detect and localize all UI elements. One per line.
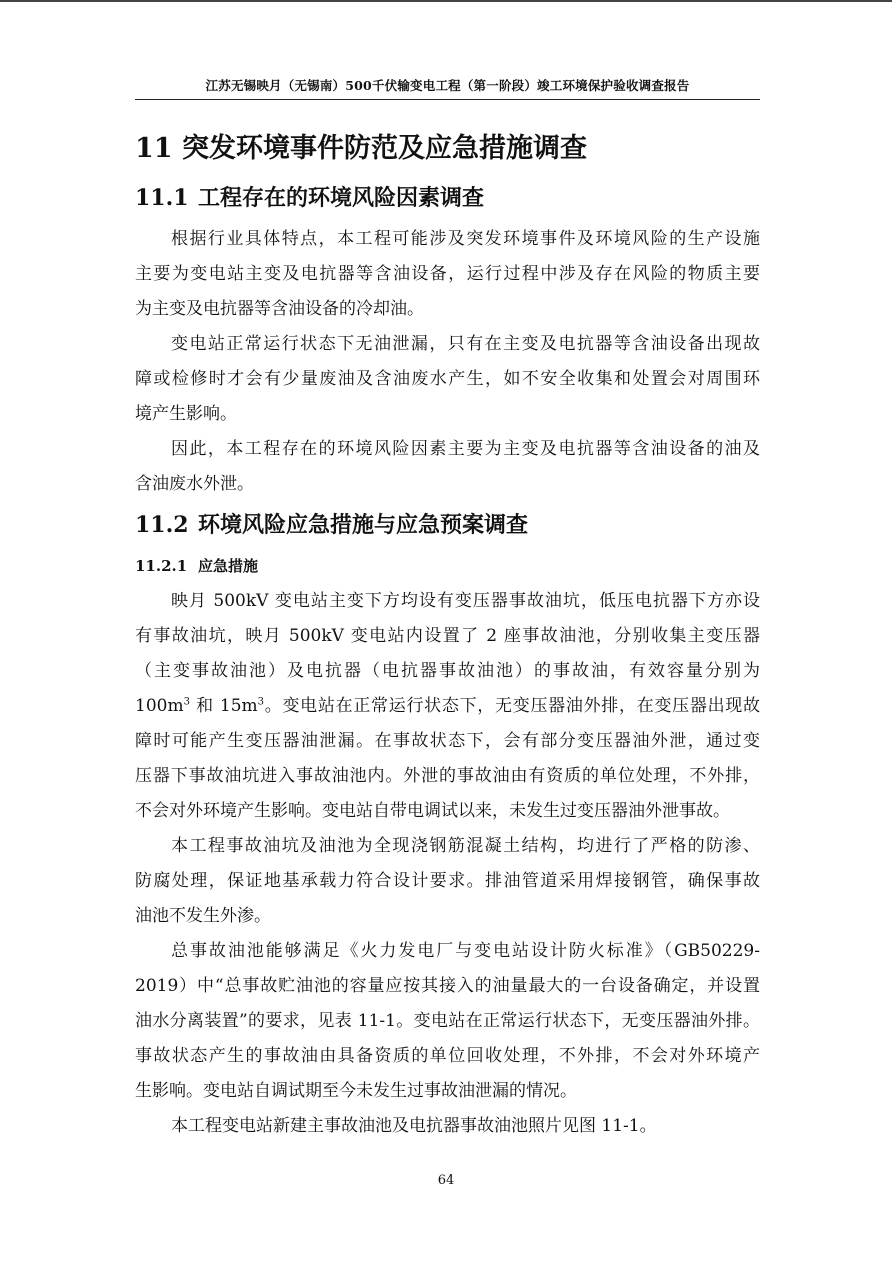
text-line: 事故状态产生的事故油由具备资质的单位回收处理，不外排，不会对外环境产: [135, 1046, 760, 1066]
text-line: 油水分离装置”的要求，见表 11-1。变电站在正常运行状态下，无变压器油外排。: [135, 1011, 760, 1031]
text-line: 防腐处理，保证地基承载力符合设计要求。排油管道采用焊接钢管，确保事故: [135, 871, 760, 891]
text-line: 障或检修时才会有少量废油及含油废水产生，如不安全收集和处置会对周围环: [135, 369, 760, 389]
section-heading-11-1: [135, 181, 484, 212]
page-number: 64: [437, 1173, 455, 1188]
superscript: 3: [257, 696, 265, 708]
section-heading-11-2: [135, 508, 528, 539]
paragraph: [135, 327, 760, 432]
section-title: 工程存在的环境风险因素调查: [198, 185, 485, 211]
text-line: 本工程事故油坑及油池为全现浇钢筋混凝土结构，均进行了严格的防渗、: [171, 836, 760, 856]
capacity-value: 100m: [135, 696, 184, 716]
top-border-rule: [0, 0, 892, 2]
superscript: 3: [183, 696, 190, 708]
paragraph: [135, 934, 760, 1109]
text-line: （主变事故油池）及电抗器（电抗器事故油池）的事故油，有效容量分别为: [135, 661, 760, 681]
text-line: 主要为变电站主变及电抗器等含油设备，运行过程中涉及存在风险的物质主要: [135, 264, 760, 284]
section-title: 环境风险应急措施与应急预案调查: [198, 512, 529, 538]
text-line: 生影响。变电站自调试期至今未发生过事故油泄漏的情况。: [135, 1081, 577, 1101]
text-line: 不会对外环境产生影响。变电站自带电调试以来，未发生过变压器油外泄事故。: [135, 801, 730, 821]
capacity-value: 15m: [219, 696, 258, 716]
text-line: 境产生影响。: [135, 404, 237, 424]
paragraph: [135, 222, 760, 327]
paragraph: [135, 584, 760, 829]
text-line: 障时可能产生变压器油泄漏。在事故状态下，会有部分变压器油外泄，通过变: [135, 731, 760, 751]
text-line: 有事故油坑，映月 500kV 变电站内设置了 2 座事故油池，分别收集主变压器: [135, 626, 760, 646]
paragraph: [135, 432, 760, 502]
text-line: 变电站正常运行状态下无油泄漏，只有在主变及电抗器等含油设备出现故: [171, 334, 760, 354]
text-line: 总事故油池能够满足《火力发电厂与变电站设计防火标准》（GB50229-: [171, 941, 760, 961]
text-line: 油池不发生外渗。: [135, 906, 271, 926]
text-line: 含油废水外泄。: [135, 474, 254, 494]
paragraph: [135, 1109, 760, 1144]
text-fragment: 和: [189, 696, 220, 716]
text-line: 本工程变电站新建主事故油池及电抗器事故油池照片见图 11-1。: [171, 1116, 657, 1136]
text-line: 因此，本工程存在的环境风险因素主要为主变及电抗器等含油设备的油及: [171, 439, 760, 459]
chapter-title: 11 突发环境事件防范及应急措施调查: [135, 133, 587, 164]
subsection-title: 应急措施: [198, 557, 259, 575]
text-line: 压器下事故油坑进入事故油池内。外泄的事故油由有资质的单位处理，不外排，: [135, 766, 760, 786]
header-rule: [135, 99, 760, 100]
section-number: 11.1: [135, 185, 189, 211]
paragraph: [135, 829, 760, 934]
subsection-heading-11-2-1: [135, 555, 258, 576]
text-line-capacity: [135, 689, 760, 724]
running-header: 江苏无锡映月（无锡南）500千伏输变电工程（第一阶段）竣工环境保护验收调查报告: [205, 78, 690, 93]
text-line: 2019）中“总事故贮油池的容量应按其接入的油量最大的一台设备确定，并设置: [135, 976, 760, 996]
subsection-number: 11.2.1: [135, 557, 188, 575]
text-line: 映月 500kV 变电站主变下方均设有变压器事故油坑，低压电抗器下方亦设: [171, 591, 760, 611]
text-line: 根据行业具体特点，本工程可能涉及突发环境事件及环境风险的生产设施: [171, 229, 760, 249]
text-line: 为主变及电抗器等含油设备的冷却油。: [135, 299, 424, 319]
section-number: 11.2: [135, 512, 189, 538]
text-fragment: 。变电站在正常运行状态下，无变压器油外排，在变压器出现故: [264, 696, 760, 716]
